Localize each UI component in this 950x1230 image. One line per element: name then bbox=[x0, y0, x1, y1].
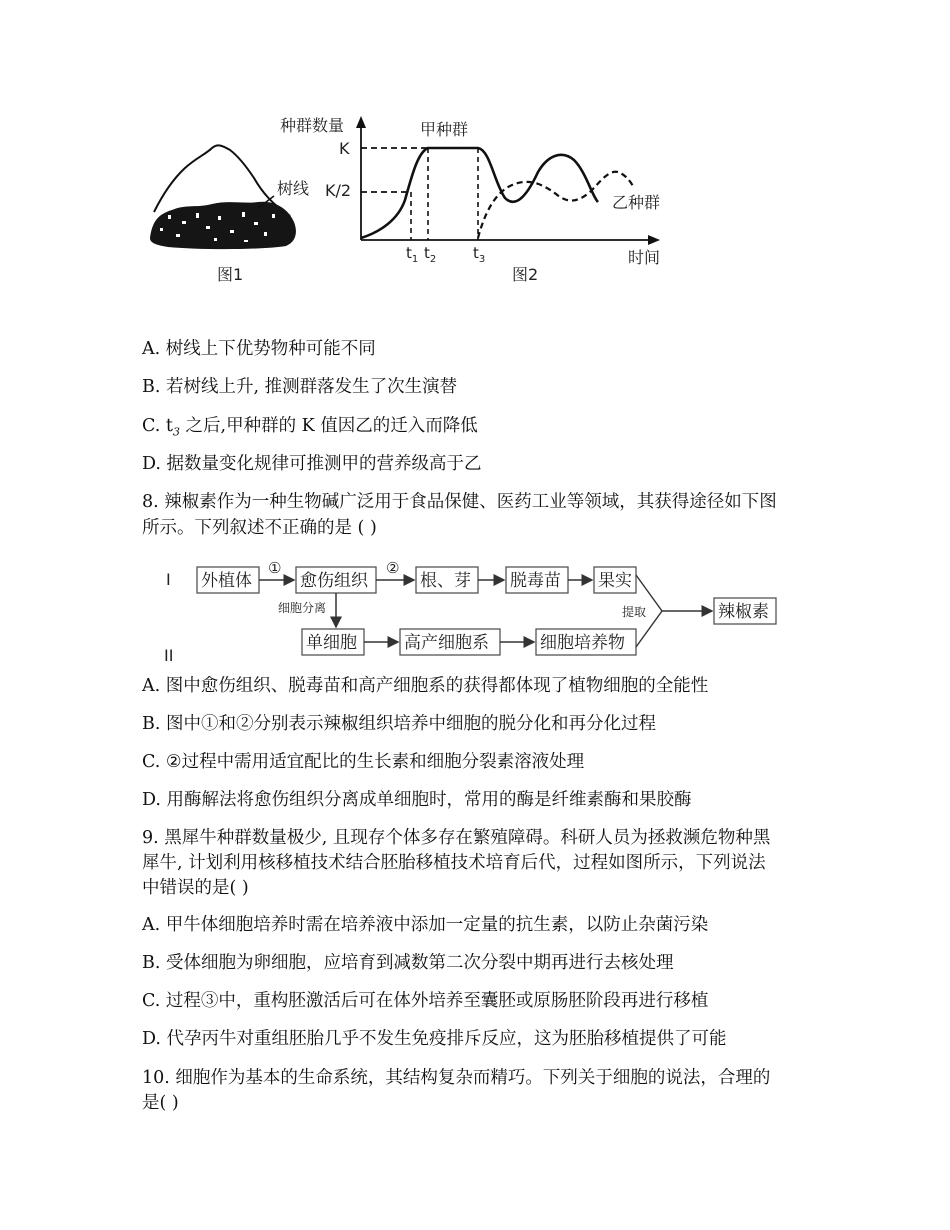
q7-option-c: C. $t_3$ 之后,甲种群的 K 值因乙的迁入而降低 bbox=[142, 416, 478, 439]
q9-option-a: A. 甲牛体细胞培养时需在培养液中添加一定量的抗生素，以防止杂菌污染 bbox=[142, 915, 709, 935]
series-b-curve bbox=[478, 172, 634, 238]
svg-text:单细胞: 单细胞 bbox=[306, 633, 357, 653]
series-b-label: 乙种群 bbox=[612, 193, 661, 212]
q9-option-b: B. 受体细胞为卵细胞，应培育到减数第二次分裂中期再进行去核处理 bbox=[142, 953, 674, 973]
q7-option-a: A. 树线上下优势物种可能不同 bbox=[142, 339, 376, 359]
q8-option-d: D. 用酶解法将愈伤组织分离成单细胞时，常用的酶是纤维素酶和果胶酶 bbox=[142, 790, 692, 810]
svg-text:外植体: 外植体 bbox=[201, 571, 252, 591]
fig1-caption: 图1 bbox=[217, 265, 244, 284]
q7-option-b: B. 若树线上升, 推测群落发生了次生演替 bbox=[142, 377, 458, 397]
node-single-cell bbox=[302, 629, 364, 655]
q10-stem-line2: 是( ) bbox=[142, 1093, 179, 1113]
tick-K: K bbox=[339, 139, 350, 158]
q8-stem-line2: 所示。下列叙述不正确的是 ( ) bbox=[142, 518, 377, 538]
capsaicin-flow-diagram bbox=[0, 555, 950, 665]
tree-line-label: 树线 bbox=[277, 179, 310, 198]
q7-option-d: D. 据数量变化规律可推测甲的营养级高于乙 bbox=[142, 454, 482, 474]
q8-option-b: B. 图中①和②分别表示辣椒组织培养中细胞的脱分化和再分化过程 bbox=[142, 714, 656, 734]
series-a-curve bbox=[361, 148, 598, 238]
q10-stem-line1: 10. 细胞作为基本的生命系统，其结构复杂而精巧。下列关于细胞的说法，合理的 bbox=[142, 1068, 771, 1088]
route-1-label: I bbox=[166, 570, 171, 589]
node-explant bbox=[197, 567, 259, 593]
svg-text:细胞培养物: 细胞培养物 bbox=[540, 633, 625, 653]
q8-stem-line1: 8. 辣椒素作为一种生物碱广泛用于食品保健、医药工业等领域，其获得途径如下图 bbox=[142, 492, 777, 512]
svg-text:根、芽: 根、芽 bbox=[420, 571, 471, 591]
node-high-yield bbox=[400, 629, 500, 655]
svg-text:愈伤组织: 愈伤组织 bbox=[300, 571, 368, 591]
fig1-mountain bbox=[150, 145, 309, 284]
svg-text:果实: 果实 bbox=[598, 571, 632, 591]
series-a-label: 甲种群 bbox=[420, 120, 469, 139]
q9-stem-line2: 犀牛, 计划利用核移植技术结合胚胎移植技术培育后代，过程如图所示，下列说法 bbox=[142, 853, 766, 873]
t2-label: $t_2$ bbox=[424, 244, 437, 265]
y-axis-label: 种群数量 bbox=[280, 116, 345, 135]
tick-K2: K/2 bbox=[325, 181, 352, 200]
svg-text:高产细胞系: 高产细胞系 bbox=[404, 633, 489, 653]
q8-option-a: A. 图中愈伤组织、脱毒苗和高产细胞系的获得都体现了植物细胞的全能性 bbox=[142, 676, 709, 696]
q9-option-d: D. 代孕丙牛对重组胚胎几乎不发生免疫排斥反应，这为胚胎移植提供了可能 bbox=[142, 1029, 727, 1049]
t1-label: $t_1$ bbox=[406, 244, 419, 265]
svg-text:辣椒素: 辣椒素 bbox=[718, 602, 769, 622]
q9-option-c: C. 过程③中，重构胚激活后可在体外培养至囊胚或原肠胚阶段再进行移植 bbox=[142, 991, 709, 1011]
node-capsaicin bbox=[714, 598, 776, 624]
step-1: ① bbox=[268, 559, 282, 577]
fig2-chart bbox=[280, 116, 660, 284]
fig2-caption: 图2 bbox=[512, 265, 539, 284]
step-2: ② bbox=[386, 559, 400, 577]
node-virus-free bbox=[506, 567, 568, 593]
separate-label: 细胞分离 bbox=[278, 601, 327, 615]
population-figure bbox=[0, 0, 950, 300]
q9-stem-line3: 中错误的是( ) bbox=[142, 878, 249, 898]
extract-label: 提取 bbox=[622, 605, 647, 619]
q9-stem-line1: 9. 黑犀牛种群数量极少, 且现存个体多存在繁殖障碍。科研人员为拯救濒危物种黑 bbox=[142, 828, 771, 848]
svg-text:脱毒苗: 脱毒苗 bbox=[510, 571, 561, 591]
x-axis-label: 时间 bbox=[628, 248, 661, 267]
route-2-label: II bbox=[164, 646, 174, 665]
t3-label: $t_3$ bbox=[473, 244, 486, 265]
node-fruit bbox=[594, 567, 636, 593]
node-root-bud bbox=[416, 567, 478, 593]
q8-option-c: C. ②过程中需用适宜配比的生长素和细胞分裂素溶液处理 bbox=[142, 752, 585, 772]
node-callus bbox=[296, 567, 376, 593]
node-culture-product bbox=[536, 629, 636, 655]
